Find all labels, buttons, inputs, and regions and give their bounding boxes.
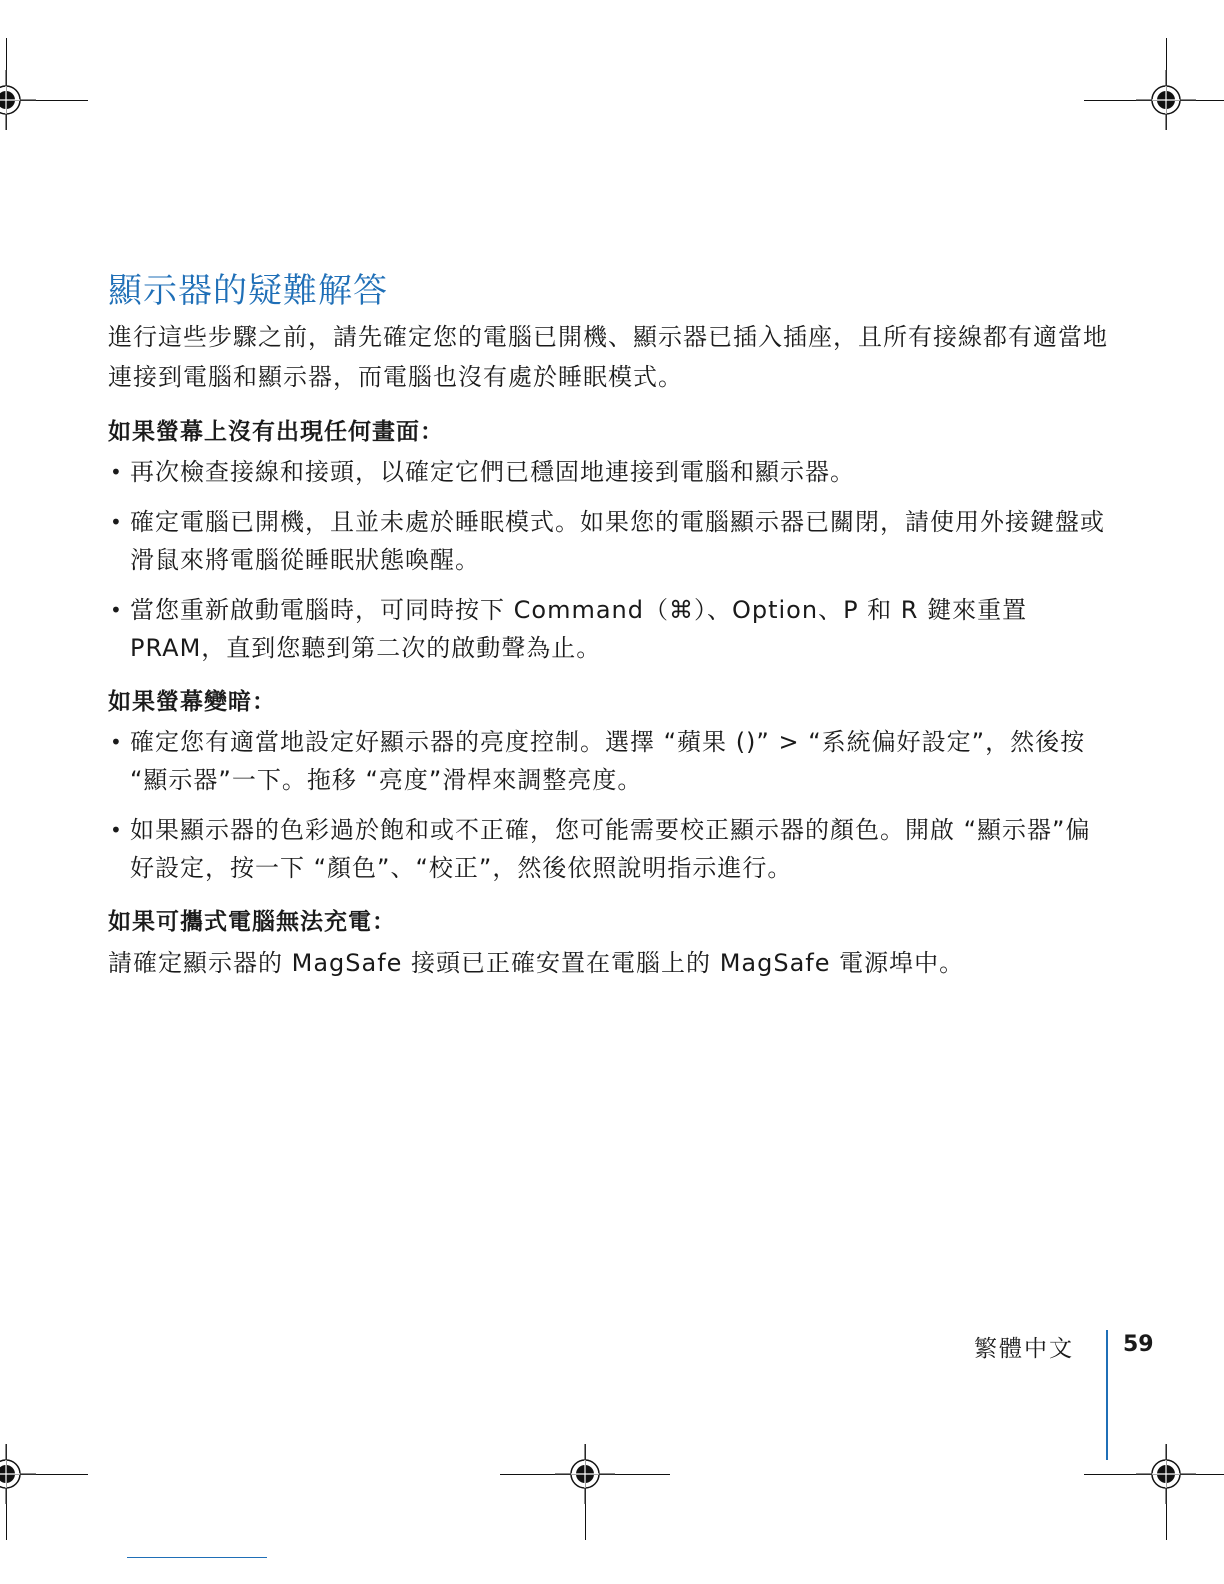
intro-paragraph: 進行這些步驟之前，請先確定您的電腦已開機、顯示器已插入插座，且所有接線都有適當地連接到電腦和顯示器，而電腦也沒有處於睡眠模式。 — [108, 322, 1108, 391]
bullet-list-screen-dim — [108, 723, 1108, 887]
registration-mark-bottom-left-icon — [0, 1444, 36, 1504]
registration-mark-top-left-icon — [0, 70, 36, 130]
list-item-text: 當您重新啟動電腦時，可同時按下 Command（⌘）、Option、P 和 R 鍵來重置 PRAM，直到您聽到第二次的啟動聲為止。 — [130, 595, 1028, 662]
list-item — [108, 503, 1108, 579]
registration-mark-bottom-center-icon — [555, 1444, 615, 1504]
bullet-icon: • — [110, 729, 123, 754]
list-item-text: 如果顯示器的色彩過於飽和或不正確，您可能需要校正顯示器的顏色。開啟 “顯示器”偏好設定，按一下 “顏色”、“校正”，然後依照說明指示進行。 — [130, 815, 1091, 882]
bottom-accent-line — [127, 1557, 267, 1558]
page-number: 59 — [1123, 1332, 1154, 1357]
page-title: 顯示器的疑難解答 — [108, 271, 388, 311]
list-item-text: 再次檢查接線和接頭，以確定它們已穩固地連接到電腦和顯示器。 — [130, 457, 855, 486]
list-item-text: 確定電腦已開機，且並未處於睡眠模式。如果您的電腦顯示器已關閉，請使用外接鍵盤或滑鼠來將電腦從睡眠狀態喚醒。 — [130, 507, 1105, 574]
list-item — [108, 811, 1108, 887]
bullet-icon: • — [110, 459, 123, 484]
list-item — [108, 453, 1108, 491]
bullet-list-no-image — [108, 453, 1108, 667]
bullet-icon: • — [110, 509, 123, 534]
list-item-text: 確定您有適當地設定好顯示器的亮度控制。選擇 “蘋果 ()” > “系統偏好設定”，然後按 “顯示器”一下。拖移 “亮度”滑桿來調整亮度。 — [130, 727, 1086, 794]
section-heading-no-image: 如果螢幕上沒有出現任何畫面： — [108, 418, 444, 445]
list-item — [108, 591, 1108, 667]
footer-divider — [1106, 1330, 1108, 1460]
section-heading-screen-dim: 如果螢幕變暗： — [108, 688, 276, 715]
bullet-icon: • — [110, 817, 123, 842]
no-charge-paragraph: 請確定顯示器的 MagSafe 接頭已正確安置在電腦上的 MagSafe 電源埠中。 — [108, 948, 965, 977]
bullet-icon: • — [110, 597, 123, 622]
list-item — [108, 723, 1108, 799]
page-content — [108, 270, 1108, 983]
registration-mark-bottom-right-icon — [1136, 1444, 1196, 1504]
registration-mark-top-right-icon — [1136, 70, 1196, 130]
section-heading-no-charge: 如果可攜式電腦無法充電： — [108, 908, 396, 935]
footer-language-label: 繁體中文 — [974, 1336, 1074, 1362]
